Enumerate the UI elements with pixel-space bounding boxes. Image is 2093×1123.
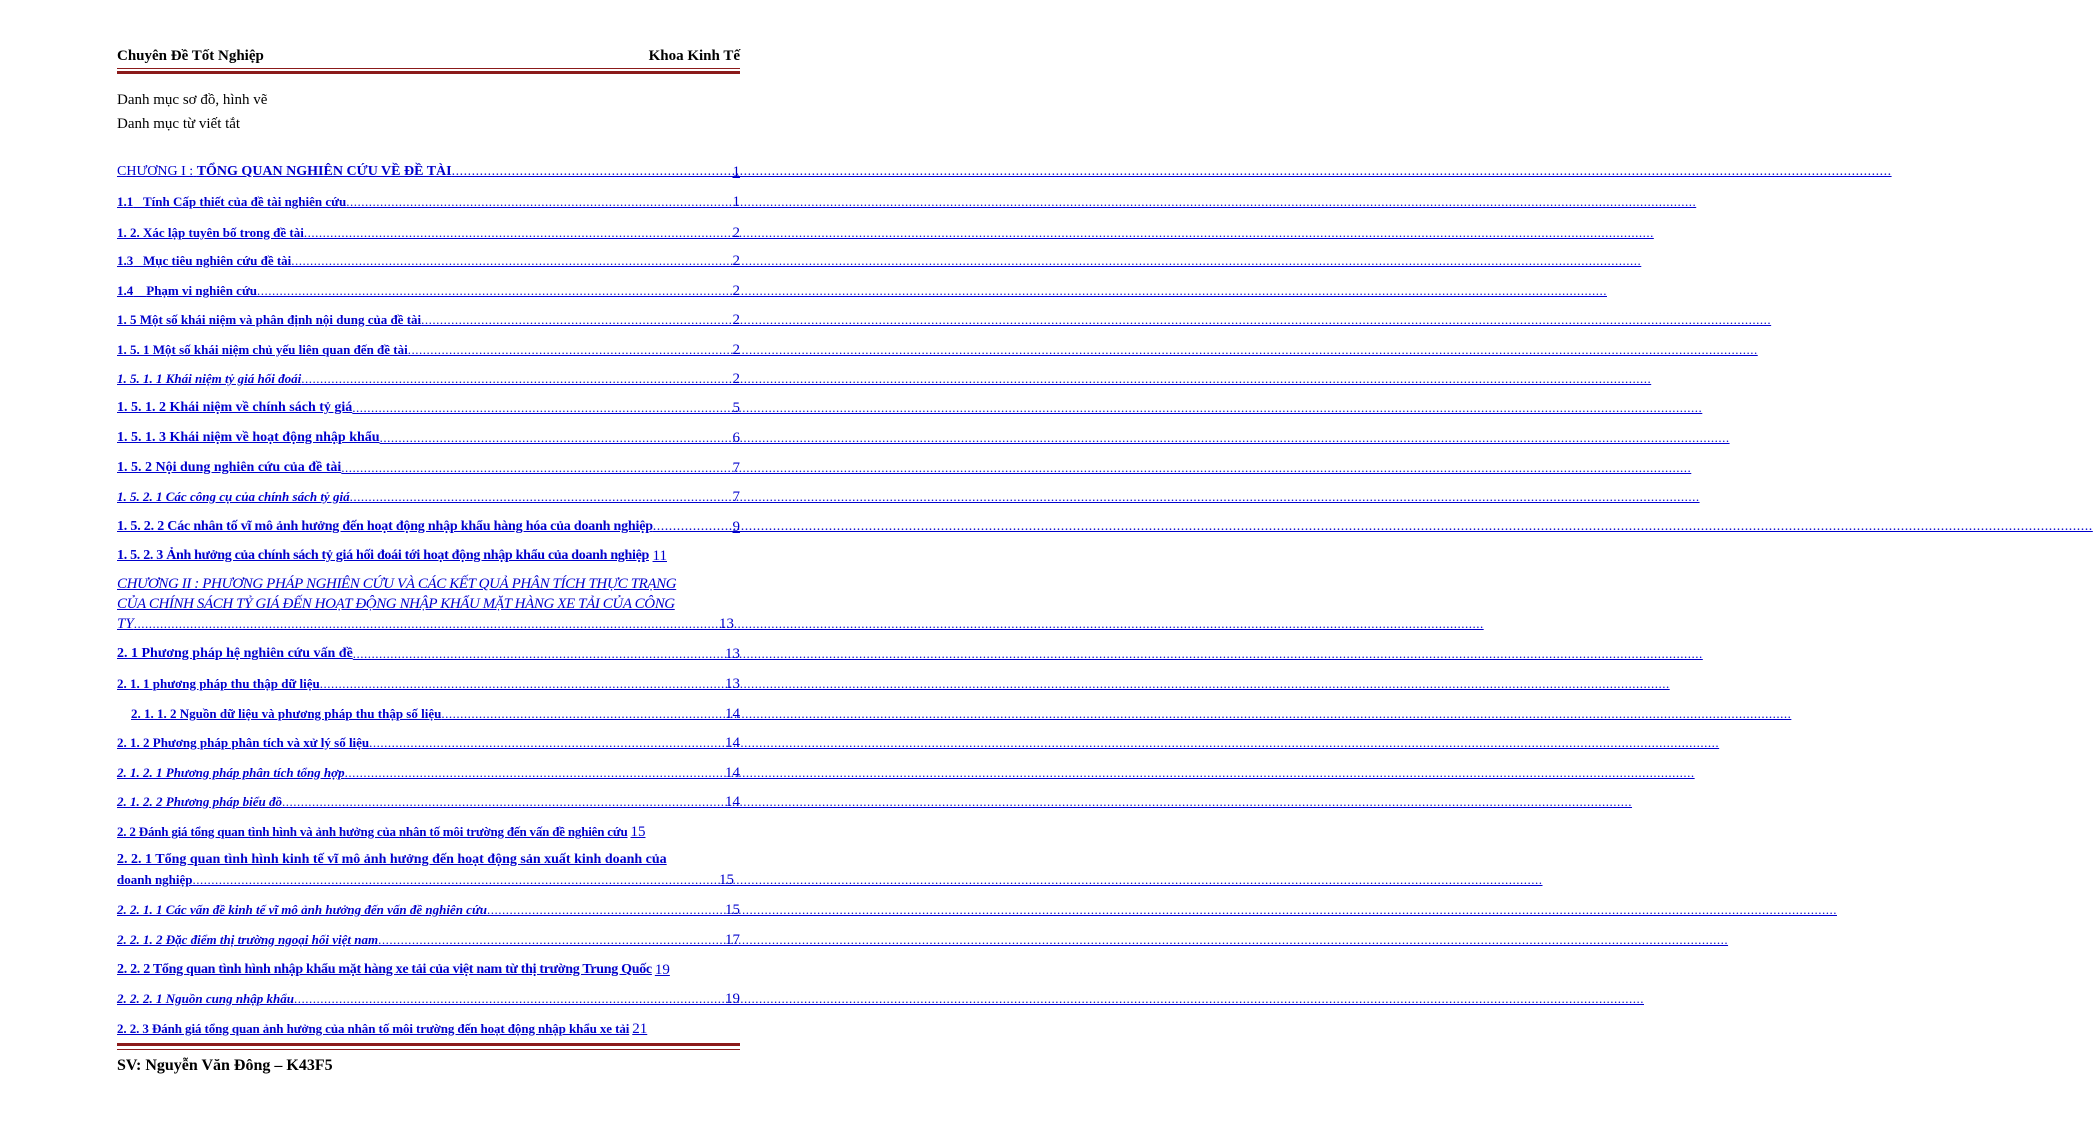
toc-title-line: CỦA CHÍNH SÁCH TỶ GIÁ ĐẾN HOẠT ĐỘNG NHẬP KHẨU MẶT HÀNG XE TẢI CỦA CÔNG [117, 596, 675, 612]
toc-page: 7 [732, 489, 740, 505]
footer-rule-thick [117, 1043, 740, 1046]
toc-title: 2. 1. 2. 2 Phương pháp biểu đồ [117, 794, 283, 809]
toc-entry-2-2-1-1[interactable] [117, 900, 740, 920]
toc-entry-1-5-1-2[interactable] [117, 398, 740, 418]
toc-page: 2 [732, 312, 740, 328]
toc-title: 1. 5. 2. 1 Các công cụ của chính sách tỷ giá [117, 489, 350, 504]
toc-page: 21 [632, 1021, 648, 1037]
toc-entry-chapter-2[interactable] [117, 574, 740, 634]
toc-entry-1-2[interactable] [117, 223, 740, 243]
toc-title: 1. 5 Một số khái niệm và phân định nội dung của đề tài [117, 312, 422, 327]
toc-num: 1.1 [117, 194, 134, 209]
toc-page: 1 [732, 164, 740, 180]
toc-title: 1. 5. 2. 3 Ảnh hưởng của chính sách tỷ giá hối đoái tới hoạt động nhập khẩu của doanh nghiệp [117, 548, 649, 563]
toc-title: 1. 5. 2 Nội dung nghiên cứu của đề tài [117, 460, 342, 475]
footer-rule-thin [117, 1049, 740, 1050]
toc-title: 2. 1. 1. 2 Nguồn dữ liệu và phương pháp thu thập số liệu [131, 706, 442, 721]
toc-page: 19 [725, 991, 740, 1007]
header-rule-thin [117, 68, 740, 69]
toc-title: 1. 5. 1. 2 Khái niệm về chính sách tỷ giá [117, 400, 353, 415]
header-right: Khoa Kinh Tế [648, 48, 740, 64]
toc-title: 1. 5. 1 Một số khái niệm chủ yếu liên quan đến đề tài [117, 342, 408, 357]
toc-entry-1-5-1-3[interactable] [117, 428, 740, 448]
toc-entry-1-5[interactable] [117, 310, 740, 330]
toc-page: 2 [732, 371, 740, 387]
toc-page: 13 [725, 676, 740, 692]
pre-item-abbreviations: Danh mục từ viết tắt [117, 116, 241, 132]
toc-page: 14 [725, 765, 740, 781]
toc-title: Phạm vi nghiên cứu [146, 283, 257, 298]
toc-title: 2. 1. 2 Phương pháp phân tích và xử lý số liệu [117, 735, 370, 750]
toc-title: 2. 2 Đánh giá tổng quan tình hình và ảnh hưởng của nhân tố môi trường đến vấn đề nghiên cứu [117, 824, 628, 839]
toc-entry-2-1-2-2[interactable] [117, 792, 740, 812]
toc-num: 1.4 [117, 283, 134, 298]
toc-entry-2-1-1-2[interactable] [117, 704, 740, 724]
toc-title: 1. 5. 1. 1 Khái niệm tỷ giá hối đoái [117, 371, 302, 386]
toc-entry-2-1-1[interactable] [117, 674, 740, 694]
header-left: Chuyên Đề Tốt Nghiệp [117, 48, 264, 64]
toc-chapter-label: CHƯƠNG I : [117, 164, 194, 179]
toc-title: 1. 2. Xác lập tuyên bố trong đề tài [117, 225, 304, 240]
toc-title: 1. 5. 2. 2 Các nhân tố vĩ mô ảnh hưởng đến hoạt động nhập khẩu hàng hóa của doanh nghiệp [117, 519, 653, 534]
toc-title: 2. 2. 2. 1 Nguồn cung nhập khẩu [117, 991, 294, 1006]
toc-entry-2-2[interactable] [117, 822, 740, 842]
toc-entry-2-1-2-1[interactable] [117, 763, 740, 783]
toc-entry-2-2-3[interactable] [117, 1019, 740, 1039]
toc-entry-2-2-2[interactable] [117, 960, 740, 980]
toc-title: TY [117, 616, 134, 632]
toc-entry-1-5-1[interactable] [117, 340, 740, 360]
toc-page: 19 [654, 962, 670, 978]
header-rule-thick [117, 71, 740, 74]
toc-entry-1-5-2-1[interactable] [117, 487, 740, 507]
toc-page: 17 [725, 932, 740, 948]
toc-entry-1-4[interactable] [117, 281, 740, 301]
toc-title: doanh nghiệp [117, 872, 193, 887]
toc-entry-1-3[interactable] [117, 251, 740, 271]
toc-title: 2. 1. 1 phương pháp thu thập dữ liệu [117, 676, 320, 691]
toc-page: 2 [732, 225, 740, 241]
toc-page: 13 [725, 646, 740, 662]
toc-page: 5 [732, 400, 740, 416]
toc-entry-2-1-2[interactable] [117, 733, 740, 753]
footer-student: SV: Nguyễn Văn Đông – K43F5 [117, 1057, 333, 1074]
toc-title: 2. 2. 1. 1 Các vấn đề kinh tế vĩ mô ảnh hưởng đến vấn đề nghiên cứu [117, 902, 487, 917]
toc-entry-1-5-2[interactable] [117, 458, 740, 478]
toc-page: 15 [719, 872, 734, 888]
toc-title: 2. 1 Phương pháp hệ nghiên cứu vấn đề [117, 646, 353, 661]
toc-entry-chapter-1[interactable] [117, 162, 740, 182]
toc-page: 9 [732, 519, 740, 535]
toc-entry-2-2-1[interactable] [117, 850, 740, 890]
toc-entry-2-2-2-1[interactable] [117, 989, 740, 1009]
toc-num: 1.3 [117, 253, 134, 268]
toc-entry-1-5-2-2[interactable] [117, 517, 740, 537]
toc-entry-1-5-1-1[interactable] [117, 369, 740, 389]
toc-page: 13 [719, 616, 734, 632]
toc-entry-2-2-1-2[interactable] [117, 930, 740, 950]
toc-page: 2 [732, 253, 740, 269]
pre-item-diagrams: Danh mục sơ đồ, hình vẽ [117, 92, 268, 108]
toc-page: 15 [630, 824, 646, 840]
toc-entry-1-1[interactable] [117, 192, 740, 212]
toc-title-line: CHƯƠNG II : PHƯƠNG PHÁP NGHIÊN CỨU VÀ CÁC KẾT QUẢ PHÂN TÍCH THỰC TRẠNG [117, 576, 677, 592]
toc-title: Mục tiêu nghiên cứu đề tài [143, 253, 292, 268]
toc-title: 2. 1. 2. 1 Phương pháp phân tích tổng hợp [117, 765, 345, 780]
toc-page: 6 [732, 430, 740, 446]
toc-title: 2. 2. 3 Đánh giá tổng quan ảnh hưởng của nhân tố môi trường đến hoạt động nhập khẩu xe tải [117, 1021, 630, 1036]
toc-page: 2 [732, 283, 740, 299]
toc-entry-1-5-2-3[interactable] [117, 546, 740, 566]
toc-page: 14 [725, 706, 740, 722]
toc-page: 15 [725, 902, 740, 918]
toc-page: 7 [732, 460, 740, 476]
page-header [117, 48, 740, 68]
toc-page: 14 [725, 735, 740, 751]
toc-entry-2-1[interactable] [117, 644, 740, 664]
toc-title: 2. 2. 1. 2 Đặc điểm thị trường ngoại hối việt nam [117, 932, 379, 947]
toc-page: 1 [732, 194, 740, 210]
toc-title-line: 2. 2. 1 Tổng quan tình hình kinh tế vĩ mô ảnh hưởng đến hoạt động sản xuất kinh doanh của [117, 852, 667, 867]
toc-page: 2 [732, 342, 740, 358]
toc-title: TỔNG QUAN NGHIÊN CỨU VỀ ĐỀ TÀI [196, 164, 452, 179]
toc-title: 2. 2. 2 Tổng quan tình hình nhập khẩu mặt hàng xe tải của việt nam từ thị trường Trung Quốc [117, 962, 652, 977]
toc-title: 1. 5. 1. 3 Khái niệm về hoạt động nhập khẩu [117, 430, 380, 445]
toc-page: 11 [652, 548, 667, 564]
toc-page: 14 [725, 794, 740, 810]
toc-title: Tính Cấp thiết của đề tài nghiên cứu [143, 194, 347, 209]
